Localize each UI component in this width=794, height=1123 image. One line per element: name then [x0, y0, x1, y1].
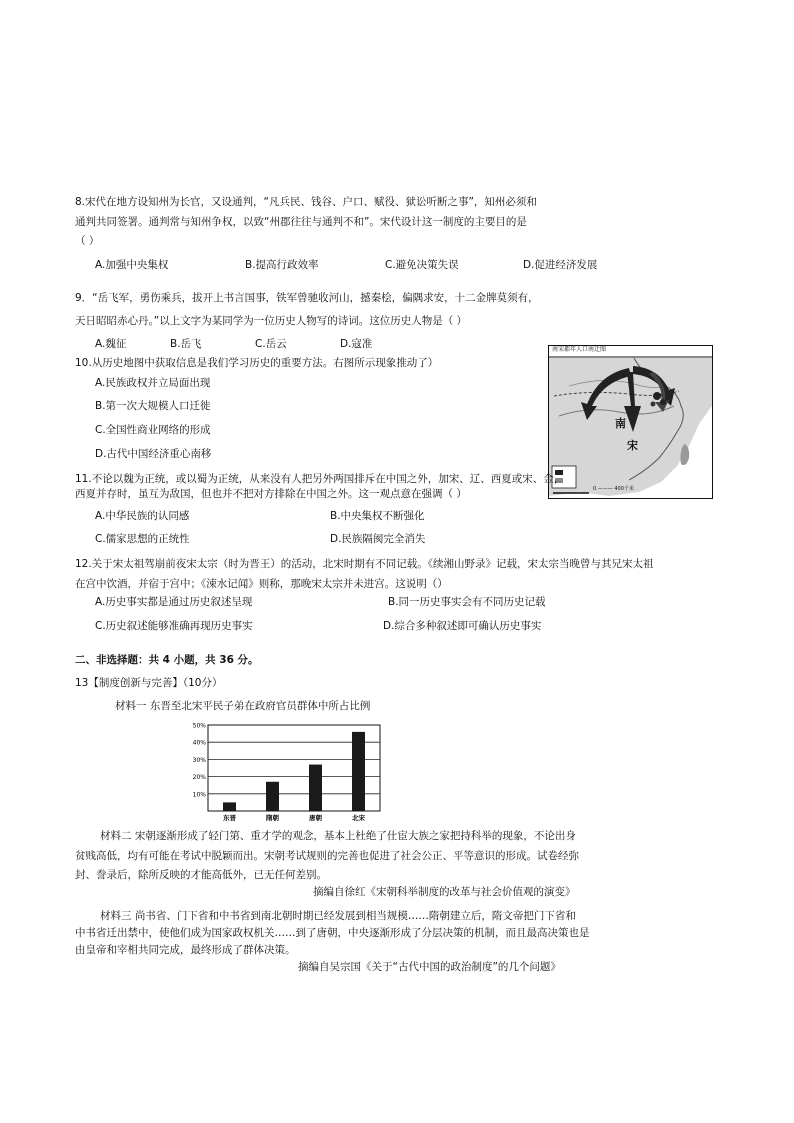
q9-option-d: D.寇准: [340, 338, 373, 350]
map-label-south: 南: [615, 417, 626, 430]
q11-option-a: A.中华民族的认同感: [95, 510, 190, 522]
map-label-song: 宋: [627, 439, 638, 452]
map-scale-text: 0 ——— 400千米: [593, 486, 634, 492]
q11-option-c: C.儒家思想的正统性: [95, 533, 190, 545]
q8-stem-line2: 通判共同签署。通判常与知州争权，以致“州郡往往与通判不和”。宋代设计这一制度的主要目的是: [75, 216, 527, 228]
bar-1: [223, 802, 236, 811]
q10-option-d: D.古代中国经济重心南移: [95, 448, 212, 460]
migration-map: [548, 345, 713, 499]
q11-stem-line1: 11.不论以魏为正统，或以蜀为正统，从来没有人把另外两国排斥在中国之外，加宋、辽、西夏或宋、金，: [75, 473, 565, 485]
x-tick-label: 东晋: [223, 814, 236, 822]
section-heading: 二、非选择题：共 4 小题，共 36 分。: [75, 654, 259, 666]
q12-option-b: B.同一历史事实会有不同历史记载: [388, 596, 546, 608]
q9-option-c: C.岳云: [255, 338, 287, 350]
q10-option-b: B.第一次大规模人口迁徙: [95, 400, 211, 412]
material3-source: 摘编自吴宗国《关于“古代中国的政治制度”的几个问题》: [298, 961, 561, 973]
y-tick-label: 30%: [192, 756, 206, 764]
q9-option-b: B.岳飞: [170, 338, 202, 350]
material3-line2: 中书省迁出禁中，使他们成为国家政权机关……到了唐朝，中央逐渐形成了分层决策的机制，而且最高决策也是: [75, 927, 590, 939]
bar-2: [266, 782, 279, 811]
q9-option-a: A.魏征: [95, 338, 127, 350]
q11-option-d: D.民族隔阂完全消失: [330, 533, 426, 545]
material3-line3: 由皇帝和宰相共同完成，最终形成了群体决策。: [75, 944, 296, 956]
material2-line3: 封、誊录后，除所反映的才能高低外，已无任何差别。: [75, 869, 327, 881]
q10-option-a: A.民族政权并立局面出现: [95, 377, 211, 389]
q11-stem-line2: 西夏并存时，虽互为敌国，但也并不把对方排除在中国之外。这一观点意在强调（ ）: [75, 488, 467, 500]
material2-line1: 材料二 宋朝逐渐形成了轻门第、重才学的观念，基本上杜绝了仕宦大族之家把持科举的现象，不论出身: [100, 830, 576, 842]
q12-option-d: D.综合多种叙述即可确认历史事实: [383, 620, 542, 632]
material1-caption: 材料一 东晋至北宋平民子弟在政府官员群体中所占比例: [115, 700, 371, 712]
q8-option-a: A.加强中央集权: [95, 259, 169, 271]
bar-3: [309, 765, 322, 811]
map-title: 南宋都年人口南迁图: [552, 346, 607, 353]
q11-option-b: B.中央集权不断强化: [330, 510, 425, 522]
q12-option-a: A.历史事实都是通过历史叙述呈现: [95, 596, 253, 608]
q8-option-c: C.避免决策失误: [385, 259, 459, 271]
q8-stem-line1: 8.宋代在地方设知州为长官，又设通判，“凡兵民、钱谷、户口、赋役、狱讼听断之事”，知州必须和: [75, 196, 537, 208]
y-tick-label: 20%: [192, 774, 206, 782]
x-tick-label: 北宋: [352, 814, 365, 822]
q8-option-d: D.促进经济发展: [523, 259, 598, 271]
q12-stem-line2: 在宫中饮酒，并宿于宫中；《涑水记闻》则称，那晚宋太宗并未进宫。这说明（）: [75, 578, 448, 590]
material2-source: 摘编自徐红《宋朝科举制度的改革与社会价值观的演变》: [313, 886, 576, 898]
q8-option-b: B.提高行政效率: [245, 259, 319, 271]
q10-option-c: C.全国性商业网络的形成: [95, 424, 211, 436]
material2-line2: 贫贱高低，均有可能在考试中脱颖而出。宋朝考试规则的完善也促进了社会公正、平等意识的形成。试卷经弥: [75, 850, 579, 862]
q8-answer-blank: （ ）: [75, 235, 100, 247]
x-tick-label: 唐朝: [309, 814, 322, 822]
x-tick-label: 隋朝: [266, 814, 279, 822]
q9-stem-line1: 9．“岳飞军，勇伤乘兵，拔开上书言国事，铁军曾驰收河山，撼秦桧，偏隅求安，十二金牌莫须有，: [75, 292, 539, 304]
q10-stem: 10.从历史地图中获取信息是我们学习历史的重要方法。右图所示现象推动了）: [75, 357, 439, 369]
q13-title: 13【制度创新与完善】（10分）: [75, 677, 223, 689]
q12-stem-line1: 12.关于宋太祖驾崩前夜宋太宗（时为晋王）的活动，北宋时期有不同记载。《续湘山野录》记载，宋太宗当晚曾与其兄宋太祖: [75, 558, 654, 570]
material3-line1: 材料三 尚书省、门下省和中书省到南北朝时期已经发展到相当规模……隋朝建立后，隋文帝把门下省和: [100, 910, 576, 922]
q12-option-c: C.历史叙述能够准确再现历史事实: [95, 620, 253, 632]
bar-chart: [186, 720, 386, 826]
y-tick-label: 10%: [192, 791, 206, 799]
q9-stem-line2: 天日昭昭赤心丹。”以上文字为某同学为一位历史人物写的诗词。这位历史人物是（ ）: [75, 315, 468, 327]
y-tick-label: 40%: [192, 739, 206, 747]
y-tick-label: 50%: [192, 722, 206, 730]
bar-4: [352, 732, 365, 811]
